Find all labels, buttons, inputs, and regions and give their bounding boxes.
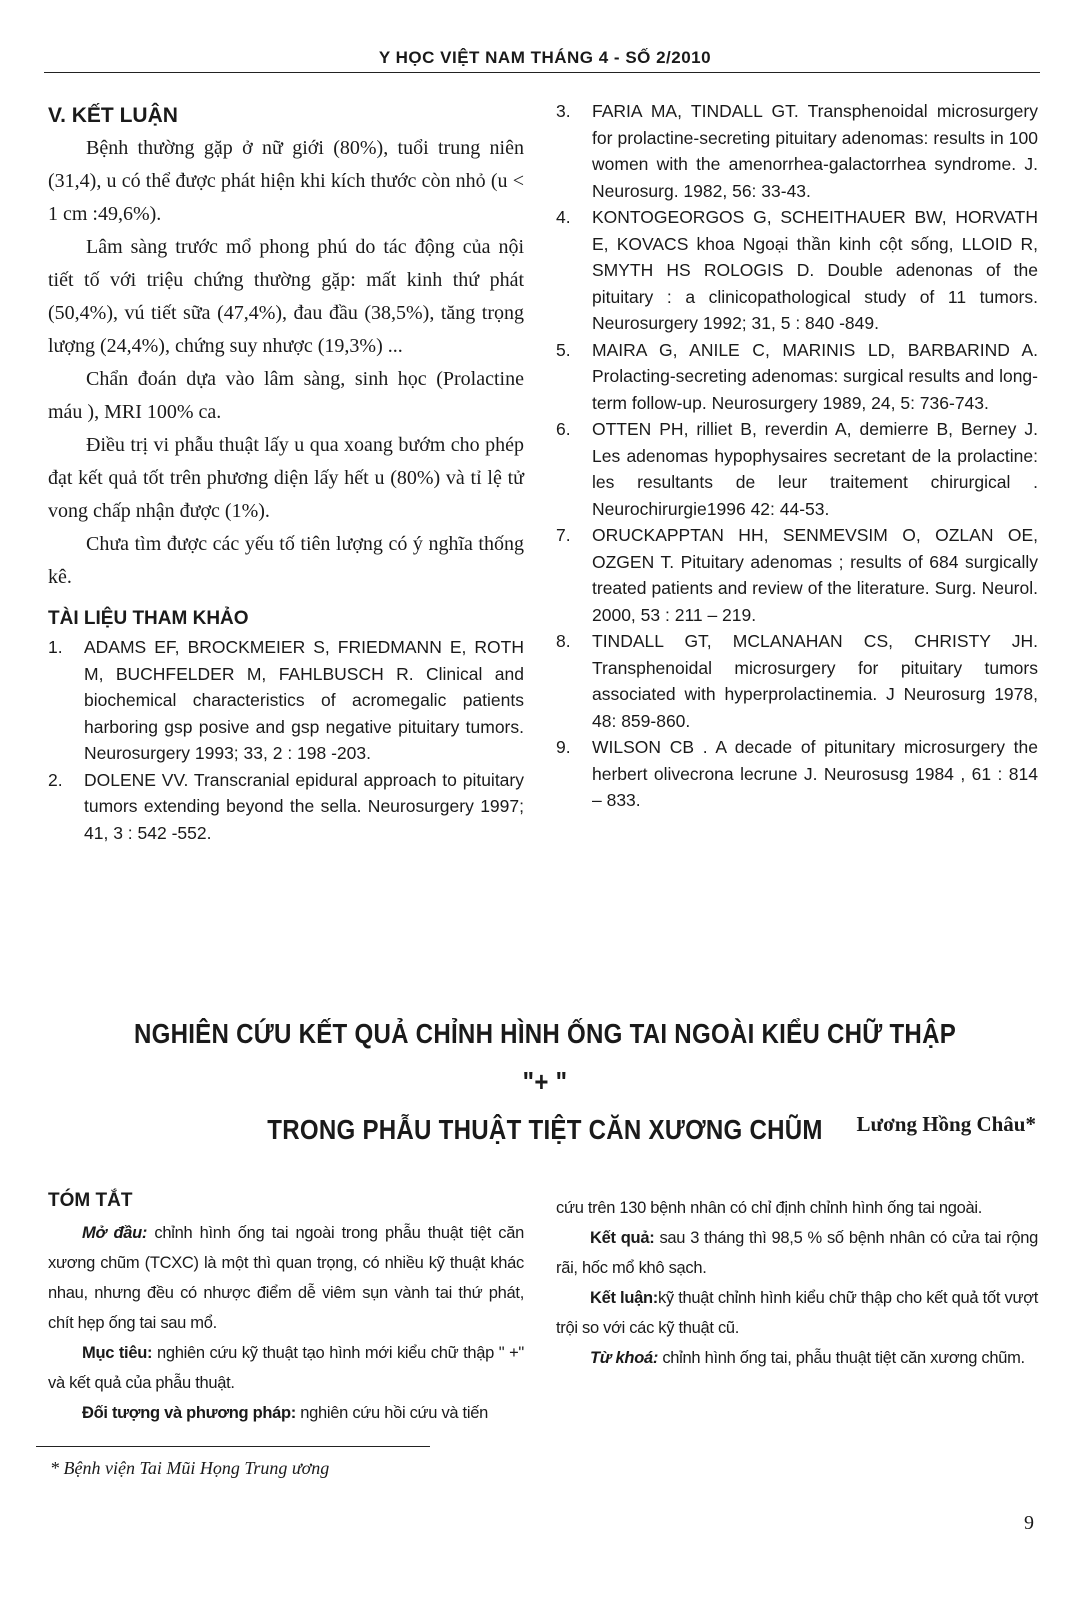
reference-item xyxy=(48,634,524,767)
abstract-objective xyxy=(48,1338,524,1398)
conclusion-paragraph: Bệnh thường gặp ở nữ giới (80%), tuổi trung niên (31,4), u có thể được phát hiện khi kích thước còn nhỏ (u < 1 cm :49,6%). xyxy=(48,137,524,225)
running-header: Y HỌC VIỆT NAM THÁNG 4 - SỐ 2/2010 xyxy=(378,48,712,67)
article-title xyxy=(128,1010,962,1154)
reference-item xyxy=(556,416,1038,522)
abstract-conclusion-text: kỹ thuật chỉnh hình kiểu chữ thập cho kết quả tốt vượt trội so với các kỹ thuật cũ. xyxy=(556,1289,1038,1337)
reference-text: FARIA MA, TINDALL GT. Transphenoidal microsurgery for prolactine-secreting pituitary adenomas: results in 100 women with the amenorrhea-galactorrhea syndrome. J. Neurosurg. 1982, 56: 33-43. xyxy=(592,101,1038,201)
reference-text: ADAMS EF, BROCKMEIER S, FRIEDMANN E, ROTH M, BUCHFELDER M, FAHLBUSCH R. Clinical and biochemical characteristics of acromegalic patients harboring gsp posive and gsp negative pituitary tumors. Neurosurgery 1993; 33, 2 : 198 -203. xyxy=(84,637,524,763)
abstract-intro xyxy=(48,1218,524,1338)
abstract-results-text: sau 3 tháng thì 98,5 % số bệnh nhân có cửa tai rộng rãi, hốc mổ khô sạch. xyxy=(556,1229,1038,1277)
reference-number: 6. xyxy=(556,419,571,439)
abstract-methods xyxy=(48,1398,524,1428)
reference-text: TINDALL GT, MCLANAHAN CS, CHRISTY JH. Transphenoidal microsurgery for pituitary tumors associated with hyperprolactinemia. J Neurosurg 1978, 48: 859-860. xyxy=(592,631,1038,731)
reference-item xyxy=(48,767,524,847)
abstract-intro-text: chỉnh hình ống tai ngoài trong phẫu thuật tiệt căn xương chũm (TCXC) là một thì quan trọng, có nhiều kỹ thuật khác nhau, nhưng đều có nhược điểm dễ viêm sụn vành tai thứ phát, chít hẹp ống tai sau mổ. xyxy=(48,1224,524,1332)
reference-item xyxy=(556,204,1038,337)
reference-item xyxy=(556,522,1038,628)
reference-item xyxy=(556,734,1038,814)
reference-text: OTTEN PH, rilliet B, reverdin A, demierre B, Berney J. Les adenomas hypophysaires secretant de la prolactine: les resultants de leur traitement chirurgical . Neurochirurgie1996 42: 44-53. xyxy=(592,419,1038,519)
conclusion-paragraph: Chẩn đoán dựa vào lâm sàng, sinh học (Prolactine máu ), MRI 100% ca. xyxy=(48,368,524,423)
footnote: * Bệnh viện Tai Mũi Họng Trung ương xyxy=(50,1458,330,1478)
abstract-objective-text: nghiên cứu kỹ thuật tạo hình mới kiểu chữ thập " +" và kết quả của phẫu thuật. xyxy=(48,1344,524,1392)
abstract-methods-text: nghiên cứu hồi cứu và tiến xyxy=(296,1404,488,1422)
reference-text: ORUCKAPPTAN HH, SENMEVSIM O, OZLAN OE, OZGEN T. Pituitary adenomas ; results of 684 surgically treated patients and review of the literature. Surg. Neurol. 2000, 53 : 211 – 219. xyxy=(592,525,1038,625)
reference-text: MAIRA G, ANILE C, MARINIS LD, BARBARIND A. Prolacting-secreting adenomas: surgical results and long-term follow-up. Neurosurgery 1989, 24, 5: 736-743. xyxy=(592,339,1038,413)
abstract-intro-label: Mở đầu: xyxy=(82,1224,148,1242)
reference-number: 1. xyxy=(48,637,63,657)
reference-item xyxy=(556,337,1038,417)
abstract-keywords xyxy=(556,1343,1038,1373)
abstract-conclusion-label: Kết luận: xyxy=(590,1289,658,1307)
abstract-results xyxy=(556,1223,1038,1283)
abstract-methods-continued: cứu trên 130 bệnh nhân có chỉ định chỉnh hình ống tai ngoài. xyxy=(556,1199,983,1217)
right-column xyxy=(556,98,1038,814)
reference-number: 9. xyxy=(556,737,571,757)
abstract-conclusion xyxy=(556,1283,1038,1343)
article-title-line-2: TRONG PHẪU THUẬT TIỆT CĂN XƯƠNG CHŨM xyxy=(267,1114,823,1145)
abstract-left-column xyxy=(48,1190,524,1428)
reference-item xyxy=(556,98,1038,204)
abstract-heading: TÓM TẮT xyxy=(48,1190,133,1211)
reference-number: 4. xyxy=(556,207,571,227)
reference-text: KONTOGEORGOS G, SCHEITHAUER BW, HORVATH E, KOVACS khoa Ngoại thần kinh cột sống, LLOID R, SMYTH HS ROLOGIS D. Double adenonas of the pituitary : a clinicopathological study of 11 tumors. Neurosurgery 1992; 31, 5 : 840 -849. xyxy=(592,207,1038,333)
abstract-keywords-text: chỉnh hình ống tai, phẫu thuật tiệt căn xương chũm. xyxy=(658,1349,1025,1367)
article-author: Lương Hồng Châu* xyxy=(856,1112,1036,1136)
footnote-rule xyxy=(36,1446,430,1447)
references-list-left xyxy=(48,634,524,846)
abstract-right-column xyxy=(556,1193,1038,1373)
reference-text: DOLENE VV. Transcranial epidural approach to pituitary tumors extending beyond the sella. Neurosurgery 1997; 41, 3 : 542 -552. xyxy=(84,769,524,843)
abstract-keywords-label: Từ khoá: xyxy=(590,1349,659,1367)
conclusion-heading: V. KẾT LUẬN xyxy=(48,104,178,127)
reference-number: 2. xyxy=(48,769,63,790)
abstract-methods-label: Đối tượng và phương pháp: xyxy=(82,1404,297,1422)
conclusion-paragraph: Lâm sàng trước mổ phong phú do tác động của nội tiết tố với triệu chứng thường gặp: mất kinh thứ phát (50,4%), vú tiết sữa (47,4%), đau đầu (38,5%), tăng trọng lượng (24,4%), chứng suy nhược (19,3%) ... xyxy=(48,236,524,357)
page-number: 9 xyxy=(1024,1512,1034,1534)
abstract-results-label: Kết quả: xyxy=(590,1229,655,1247)
abstract-objective-label: Mục tiêu: xyxy=(82,1344,153,1362)
reference-text: WILSON CB . A decade of pitunitary microsurgery the herbert olivecrona lecrune J. Neurosusg 1984 , 61 : 814 – 833. xyxy=(592,737,1038,810)
article-title-line-1: NGHIÊN CỨU KẾT QUẢ CHỈNH HÌNH ỐNG TAI NGOÀI KIỂU CHỮ THẬP "+ " xyxy=(133,1018,957,1097)
references-list-right xyxy=(556,98,1038,814)
left-column xyxy=(48,104,524,846)
header-rule xyxy=(44,72,1040,73)
reference-item xyxy=(556,628,1038,734)
reference-number: 3. xyxy=(556,101,571,121)
conclusion-paragraph: Chưa tìm được các yếu tố tiên lượng có ý nghĩa thống kê. xyxy=(48,533,524,588)
reference-number: 7. xyxy=(556,525,571,545)
reference-number: 8. xyxy=(556,631,571,651)
conclusion-paragraph: Điều trị vi phẫu thuật lấy u qua xoang bướm cho phép đạt kết quả tốt trên phương diện lấy hết u (80%) và tỉ lệ tử vong chấp nhận được (1%). xyxy=(48,434,524,522)
references-heading: TÀI LIỆU THAM KHẢO xyxy=(48,608,249,629)
reference-number: 5. xyxy=(556,339,571,360)
